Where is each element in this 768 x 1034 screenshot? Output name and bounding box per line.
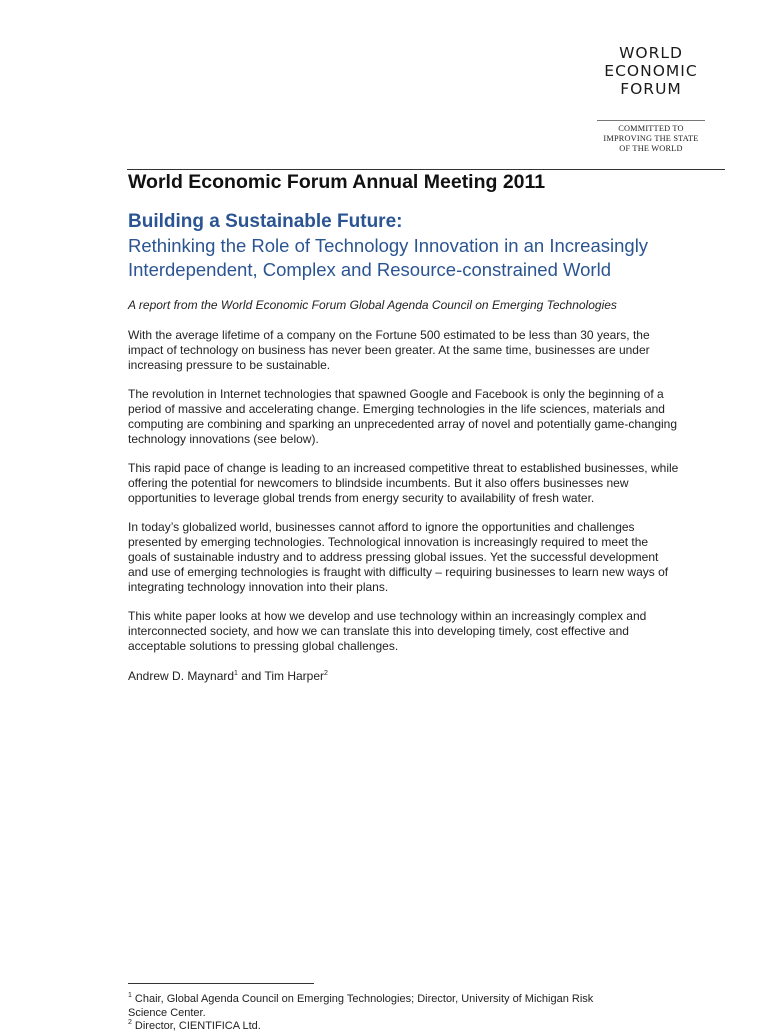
paragraph-line: impact of technology on business has never been greater. At the same time, businesses are under	[128, 343, 650, 357]
paragraph-line: The revolution in Internet technologies that spawned Google and Facebook is only the beginning of a	[128, 387, 664, 401]
paragraph-5	[128, 609, 726, 654]
logo-tagline-1: COMMITTED TO	[618, 124, 684, 133]
header-divider	[127, 169, 725, 170]
paragraph-line: acceptable solutions to pressing global challenges.	[128, 639, 399, 653]
heading-sub-line-2: Interdependent, Complex and Resource-constrained World	[128, 259, 611, 280]
paragraph-line: With the average lifetime of a company on the Fortune 500 estimated to be less than 30 years, the	[128, 328, 650, 342]
logo-line-2: ECONOMIC	[604, 62, 698, 80]
footnote-ref: 1	[234, 670, 238, 677]
author-line	[128, 669, 328, 683]
paragraph-line: offering the potential for newcomers to blindside incumbents. But it also offers businesses new	[128, 476, 629, 490]
author-name: Andrew D. Maynard	[128, 669, 235, 683]
logo-tagline-2: IMPROVING THE STATE	[603, 134, 699, 143]
footnote-line	[128, 989, 728, 1007]
paragraph-line: In today’s globalized world, businesses cannot afford to ignore the opportunities and challenges	[128, 520, 635, 534]
footnote-mark: 1	[128, 992, 132, 999]
paragraph-line: computing are combining and sparking an unprecedented array of novel and potentially game-changing	[128, 417, 678, 431]
footnote-mark: 2	[128, 1019, 132, 1026]
footnote-line: Science Center.	[128, 1006, 206, 1019]
paragraph-line: This rapid pace of change is leading to an increased competitive threat to established businesses, while	[128, 461, 679, 475]
logo-line-1: WORLD	[619, 44, 683, 62]
paragraph-line: This white paper looks at how we develop and use technology within an increasingly complex and	[128, 609, 647, 623]
meeting-title: World Economic Forum Annual Meeting 2011	[128, 171, 546, 193]
logo-divider	[597, 120, 705, 121]
footnote-text: Chair, Global Agenda Council on Emerging Technologies; Director, University of Michigan Risk	[134, 993, 594, 1005]
author-name: Tim Harper	[264, 669, 324, 683]
paragraph-4	[128, 520, 726, 595]
paragraph-line: opportunities to leverage global trends from energy security to availability of fresh water.	[128, 491, 595, 505]
footnote-line	[128, 1016, 728, 1034]
paragraph-1	[128, 328, 726, 373]
author-connector: and	[237, 669, 265, 683]
paragraph-line: technology innovations (see below).	[128, 432, 319, 446]
paragraph-line: presented by emerging technologies. Technological innovation is increasingly required to meet the	[128, 535, 649, 549]
paragraph-line: increasing pressure to be sustainable.	[128, 358, 331, 372]
paragraph-line: integrating technology innovation into their plans.	[128, 580, 389, 594]
logo-tagline-3: OF THE WORLD	[619, 144, 683, 153]
paragraph-2	[128, 387, 726, 447]
logo-line-3: FORUM	[620, 80, 682, 98]
heading-sub-line-1: Rethinking the Role of Technology Innovation in an Increasingly	[128, 235, 649, 256]
paragraph-line: goals of sustainable industry and to address pressing global issues. Yet the successful development	[128, 550, 659, 564]
paragraph-line: interconnected society, and how we can translate this into developing timely, cost effective and	[128, 624, 629, 638]
footnote-2	[128, 1016, 728, 1034]
paragraph-3	[128, 461, 726, 506]
wef-logo	[592, 44, 710, 154]
footnote-divider	[128, 983, 314, 984]
heading-main: Building a Sustainable Future:	[128, 211, 403, 232]
report-intro: A report from the World Economic Forum Global Agenda Council on Emerging Technologies	[128, 298, 617, 312]
paragraph-line: and use of emerging technologies is fraught with difficulty – requiring businesses to learn new ways of	[128, 565, 669, 579]
paragraph-line: period of massive and accelerating change. Emerging technologies in the life sciences, materials and	[128, 402, 665, 416]
report-heading	[128, 210, 738, 282]
footnote-ref: 2	[324, 670, 328, 677]
footnote-text: Director, CIENTIFICA Ltd.	[134, 1020, 261, 1032]
